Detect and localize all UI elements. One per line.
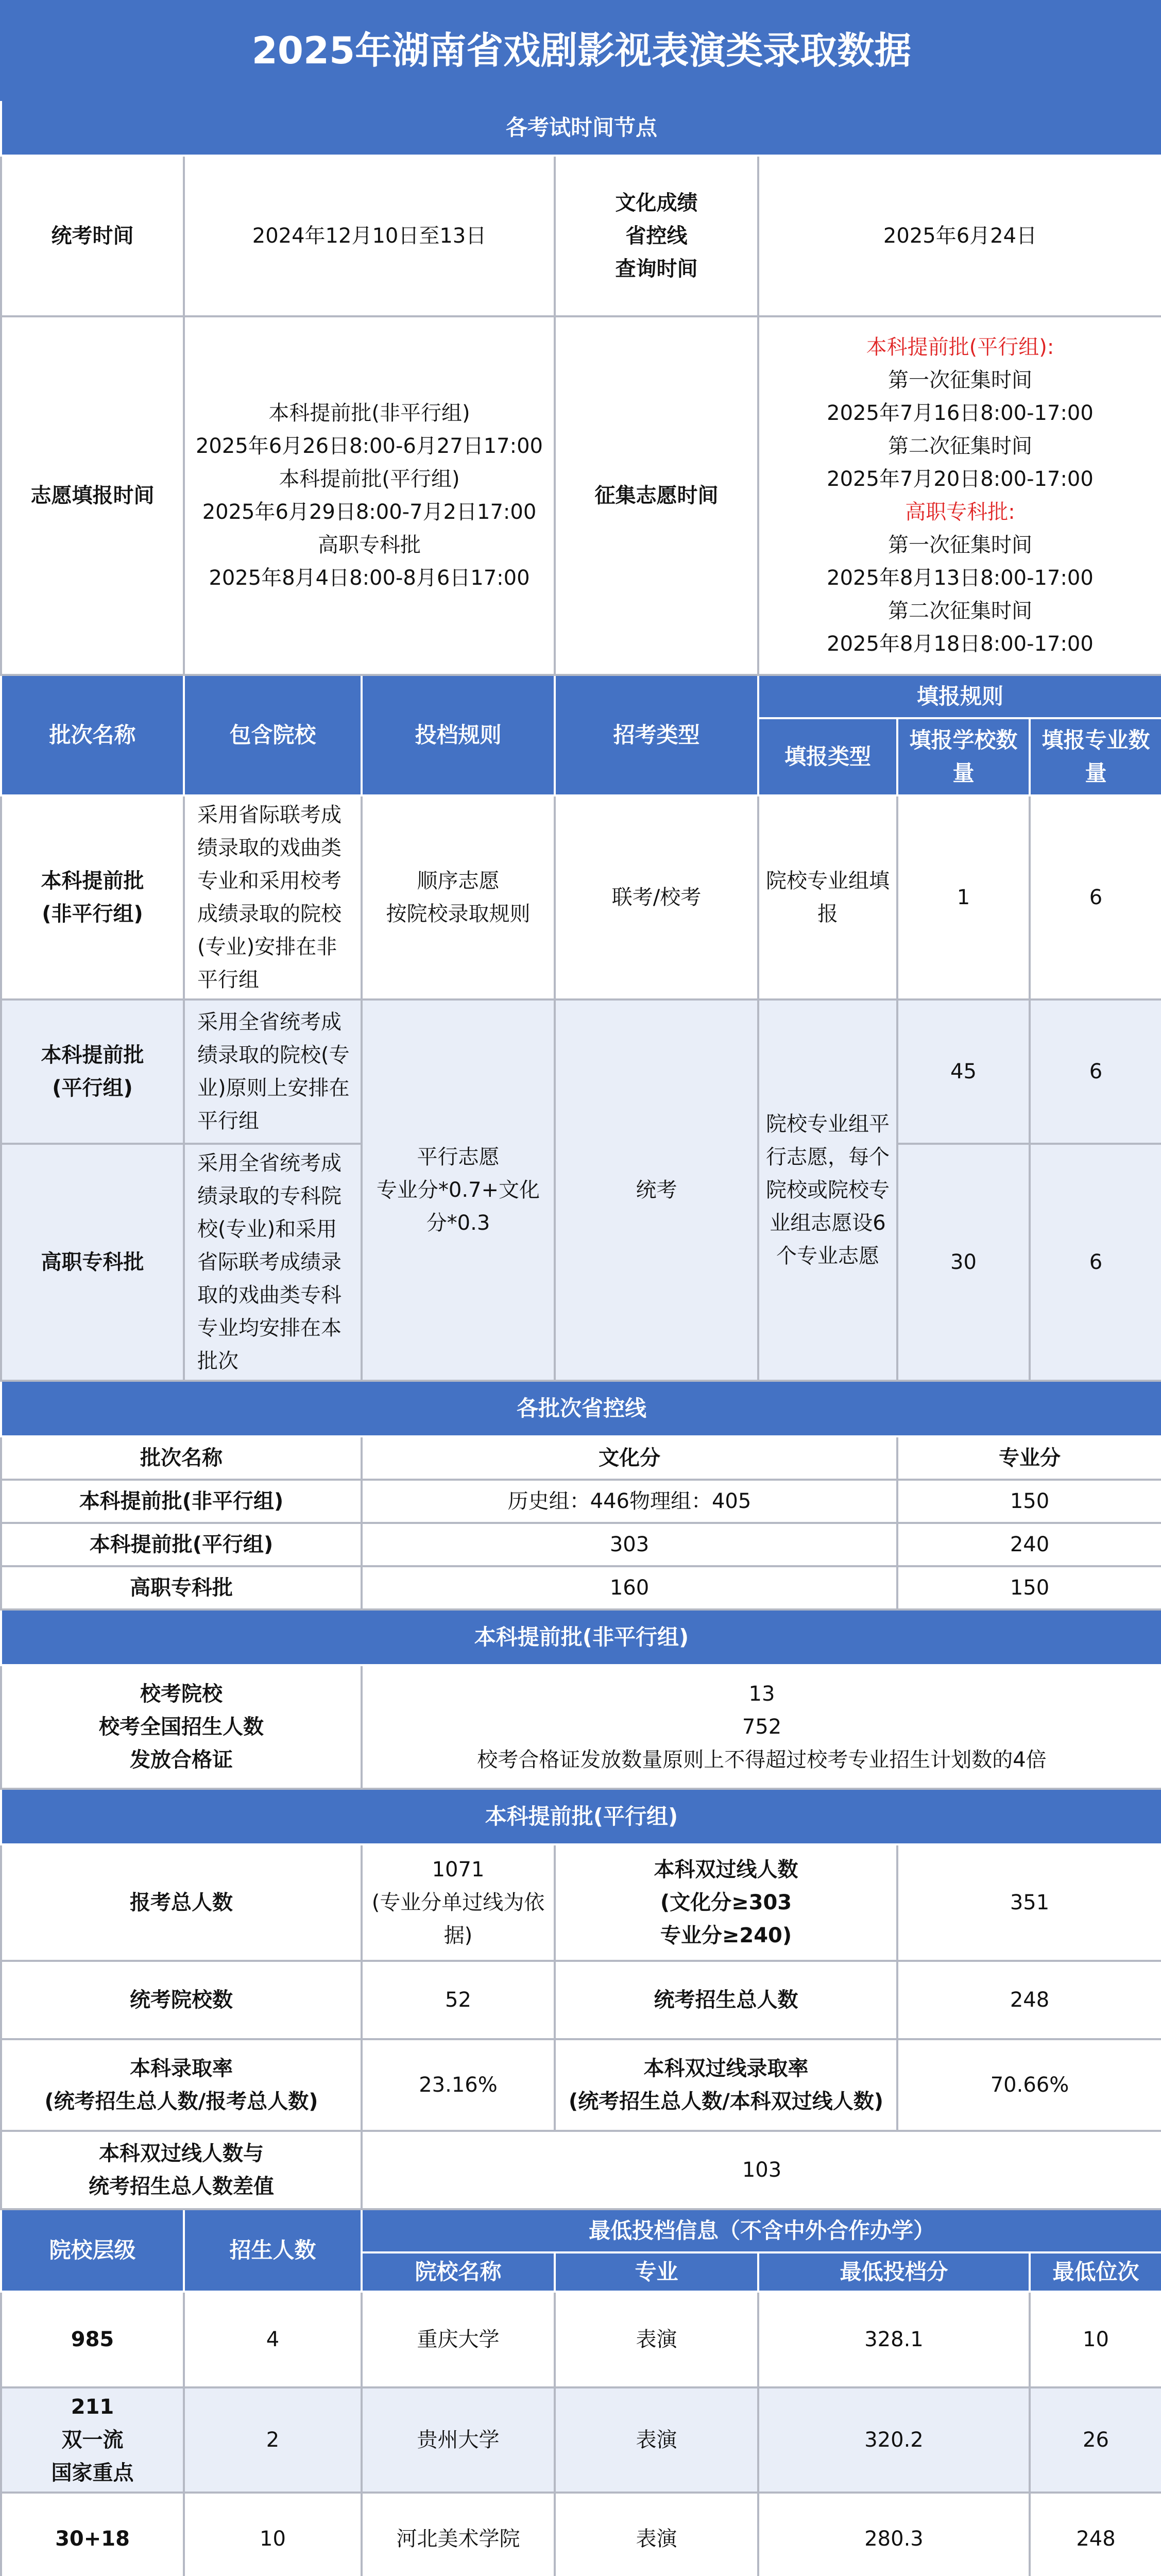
applicants-label: 报考总人数: [1, 1844, 362, 1961]
collect-time-line: 第二次征集时间: [888, 599, 1032, 623]
exam-dates-section: 各考试时间节点: [1, 100, 1161, 156]
batch-school-count: 30: [897, 1144, 1030, 1381]
double-pass-value: 351: [897, 1844, 1161, 1961]
diff-label: 本科双过线人数与 统考招生总人数差值: [1, 2131, 362, 2209]
min-info-row: [1, 2292, 1161, 2387]
batch-schools: 采用全省统考成绩录取的专科院校(专业)和采用省际联考成绩录取的戏曲类专科专业均安排在本批次: [184, 1144, 362, 1381]
diff-value: 103: [362, 2131, 1161, 2209]
score-header: 最低投档分: [758, 2252, 1030, 2292]
min-info-row: [1, 2387, 1161, 2493]
nonparallel-labels: 校考院校 校考全国招生人数 发放合格证: [1, 1665, 362, 1789]
school-rank: 26: [1030, 2387, 1161, 2493]
fill-school-count-header: 填报学校数量: [897, 718, 1030, 795]
school-level: 211 双一流 国家重点: [1, 2387, 184, 2493]
batch-fill-type: 院校专业组填报: [758, 795, 897, 999]
fill-time-line: 2025年6月29日8:00-7月2日17:00: [202, 500, 537, 524]
school-major: 表演: [555, 2292, 758, 2387]
collect-time-line: 2025年7月20日8:00-17:00: [827, 467, 1094, 491]
page-title: 2025年湖南省戏剧影视表演类录取数据: [1, 1, 1161, 100]
control-culture-header: 文化分: [362, 1436, 897, 1480]
nonparallel-values: 13 752 校考合格证发放数量原则上不得超过校考专业招生计划数的4倍: [362, 1665, 1161, 1789]
double-rate-label: 本科双过线录取率 (统考招生总人数/本科双过线人数): [555, 2039, 897, 2131]
double-rate-value: 70.66%: [897, 2039, 1161, 2131]
shared-fill-type: 院校专业组平行志愿，每个院校或院校专业组志愿设6个专业志愿: [758, 999, 897, 1381]
fill-major-count-header: 填报专业数量: [1030, 718, 1161, 795]
batch-schools: 采用省际联考成绩录取的戏曲类专业和采用校考成绩录取的院校(专业)安排在非平行组: [184, 795, 362, 999]
school-name: 贵州大学: [362, 2387, 555, 2493]
control-major: 240: [897, 1523, 1161, 1566]
collect-time-line: 第一次征集时间: [888, 533, 1032, 557]
parallel-enroll-value: 248: [897, 1961, 1161, 2039]
school-level: 30+18: [1, 2493, 184, 2576]
collect-time-line: 2025年8月13日8:00-17:00: [827, 566, 1094, 590]
school-rank: 10: [1030, 2292, 1161, 2387]
fill-time-line: 高职专科批: [318, 533, 421, 557]
batch-major-count: 6: [1030, 1144, 1161, 1381]
schools-header: 包含院校: [184, 675, 362, 795]
min-info-row: [1, 2493, 1161, 2576]
parallel-schools-label: 统考院校数: [1, 1961, 362, 2039]
count-header: 招生人数: [184, 2209, 362, 2292]
school-major: 表演: [555, 2387, 758, 2493]
control-batch-header: 批次名称: [1, 1436, 362, 1480]
culture-score-label: 文化成绩 省控线 查询时间: [555, 156, 758, 316]
school-score: 280.3: [758, 2493, 1030, 2576]
batch-name: 本科提前批 (平行组): [1, 999, 184, 1144]
school-count: 4: [184, 2292, 362, 2387]
control-major: 150: [897, 1566, 1161, 1609]
collect-time-list: [758, 316, 1161, 675]
parallel-section: 本科提前批(平行组): [1, 1789, 1161, 1844]
batch-type: 联考/校考: [555, 795, 758, 999]
rule-header: 投档规则: [362, 675, 555, 795]
school-name: 重庆大学: [362, 2292, 555, 2387]
batch-header: 批次名称: [1, 675, 184, 795]
rank-header: 最低位次: [1030, 2252, 1161, 2292]
parallel-enroll-label: 统考招生总人数: [555, 1961, 897, 2039]
collect-time-label: 征集志愿时间: [555, 316, 758, 675]
school-count: 10: [184, 2493, 362, 2576]
fill-time-line: 2025年8月4日8:00-8月6日17:00: [209, 566, 530, 590]
type-header: 招考类型: [555, 675, 758, 795]
parallel-schools-value: 52: [362, 1961, 555, 2039]
fill-time-label: 志愿填报时间: [1, 316, 184, 675]
control-batch: 本科提前批(平行组): [1, 1523, 362, 1566]
school-score: 328.1: [758, 2292, 1030, 2387]
control-major: 150: [897, 1480, 1161, 1523]
batch-name: 本科提前批 (非平行组): [1, 795, 184, 999]
batch-school-count: 45: [897, 999, 1030, 1144]
applicants-value: 1071 (专业分单过线为依据): [362, 1844, 555, 1961]
culture-score-value: 2025年6月24日: [758, 156, 1161, 316]
batch-major-count: 6: [1030, 795, 1161, 999]
major-header: 专业: [555, 2252, 758, 2292]
collect-time-line: 2025年8月18日8:00-17:00: [827, 632, 1094, 656]
collect-time-line: 第一次征集时间: [888, 368, 1032, 392]
control-batch: 高职专科批: [1, 1566, 362, 1609]
school-count: 2: [184, 2387, 362, 2493]
control-major-header: 专业分: [897, 1436, 1161, 1480]
fill-time-line: 本科提前批(非平行组): [268, 401, 470, 425]
nonparallel-section: 本科提前批(非平行组): [1, 1609, 1161, 1665]
control-culture: 历史组：446物理组：405: [362, 1480, 897, 1523]
fill-time-line: 2025年6月26日8:00-6月27日17:00: [195, 434, 543, 458]
fill-rules-header: 填报规则: [758, 675, 1161, 718]
batch-school-count: 1: [897, 795, 1030, 999]
school-header: 院校名称: [362, 2252, 555, 2292]
school-rank: 248: [1030, 2493, 1161, 2576]
fill-time-line: 本科提前批(平行组): [279, 467, 460, 491]
batch-schools: 采用全省统考成绩录取的院校(专业)原则上安排在平行组: [184, 999, 362, 1144]
unified-exam-label: 统考时间: [1, 156, 184, 316]
min-info-header: 最低投档信息（不含中外合作办学）: [362, 2209, 1161, 2252]
double-pass-label: 本科双过线人数 (文化分≥303 专业分≥240): [555, 1844, 897, 1961]
shared-batch-rule: 平行志愿 专业分*0.7+文化分*0.3: [362, 999, 555, 1381]
school-score: 320.2: [758, 2387, 1030, 2493]
collect-time-line: 本科提前批(平行组):: [866, 335, 1054, 359]
control-culture: 303: [362, 1523, 897, 1566]
collect-time-line: 高职专科批:: [905, 500, 1015, 524]
school-major: 表演: [555, 2493, 758, 2576]
batch-major-count: 6: [1030, 999, 1161, 1144]
school-level: 985: [1, 2292, 184, 2387]
shared-batch-type: 统考: [555, 999, 758, 1381]
admission-rate-label: 本科录取率 (统考招生总人数/报考总人数): [1, 2039, 362, 2131]
admission-rate-value: 23.16%: [362, 2039, 555, 2131]
collect-time-line: 2025年7月16日8:00-17:00: [827, 401, 1094, 425]
fill-type-header: 填报类型: [758, 718, 897, 795]
control-culture: 160: [362, 1566, 897, 1609]
batch-name: 高职专科批: [1, 1144, 184, 1381]
fill-time-list: [184, 316, 555, 675]
control-batch: 本科提前批(非平行组): [1, 1480, 362, 1523]
collect-time-line: 第二次征集时间: [888, 434, 1032, 458]
control-lines-section: 各批次省控线: [1, 1381, 1161, 1436]
level-header: 院校层级: [1, 2209, 184, 2292]
unified-exam-value: 2024年12月10日至13日: [184, 156, 555, 316]
school-name: 河北美术学院: [362, 2493, 555, 2576]
batch-rule: 顺序志愿 按院校录取规则: [362, 795, 555, 999]
